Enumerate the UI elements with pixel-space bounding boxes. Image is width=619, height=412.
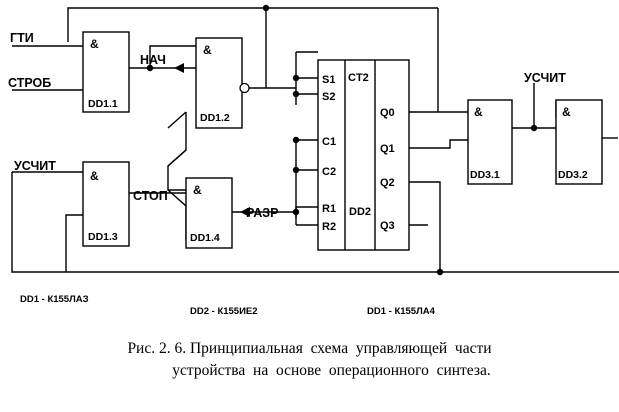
- gate-dd3-1-symbol: &: [474, 105, 483, 119]
- counter-designator-label: DD2: [349, 206, 372, 218]
- signal-label-razr: РАЗР: [246, 206, 279, 220]
- gate-dd1-4-symbol: &: [193, 183, 202, 197]
- signal-label-strob: СТРОБ: [8, 76, 52, 90]
- junction-dot-c1: [293, 137, 299, 143]
- figure-caption: [0, 338, 619, 383]
- wire-dd13-in2: [66, 215, 83, 272]
- wire-q2-bottom: [409, 182, 440, 272]
- wire-cross-a2: [168, 112, 186, 128]
- note-dd3-type: DD1 - К155ЛА4: [367, 306, 435, 317]
- gate-dd1-3-symbol: &: [90, 169, 99, 183]
- gate-dd1-4-label: DD1.4: [190, 232, 220, 244]
- counter-pin-q2: Q2: [380, 177, 395, 189]
- gate-dd1-1-symbol: &: [90, 37, 99, 51]
- gate-dd1-3-label: DD1.3: [88, 231, 118, 243]
- wire-q1-dd31: [409, 140, 468, 148]
- counter-pin-s2: S2: [322, 91, 336, 103]
- signal-label-nach: НАЧ: [140, 53, 166, 67]
- gate-dd1-2-inversion-bubble: [240, 84, 249, 93]
- counter-type-label: CT2: [348, 72, 369, 84]
- counter-pin-r1: R1: [322, 203, 337, 215]
- counter-pin-r2: R2: [322, 221, 337, 233]
- gate-dd1-2-symbol: &: [203, 43, 212, 57]
- junction-dot-c2: [293, 167, 299, 173]
- signal-label-uschit-out: УСЧИТ: [524, 71, 566, 85]
- junction-dot-s2: [293, 91, 299, 97]
- caption-line-1: Рис. 2. 6. Принципиальная схема управляющей части: [127, 340, 492, 357]
- gate-dd1-1-label: DD1.1: [88, 98, 118, 110]
- counter-pin-q3: Q3: [380, 220, 395, 232]
- counter-pin-q1: Q1: [380, 143, 395, 155]
- junction-dot-bottom-q2: [437, 269, 443, 275]
- note-dd2-type: DD2 - К155ИЕ2: [190, 306, 258, 317]
- counter-pin-q0: Q0: [380, 107, 395, 119]
- arrow-nach: [174, 63, 184, 73]
- note-dd1-type: DD1 - К155ЛАЗ: [20, 294, 89, 305]
- counter-pin-c2: C2: [322, 166, 337, 178]
- wire-cross-b: [168, 190, 186, 240]
- gate-dd3-2-symbol: &: [562, 105, 571, 119]
- junction-dot-top: [263, 5, 269, 11]
- wire-cross-c: [168, 150, 186, 166]
- signal-label-uschit-in: УСЧИТ: [14, 159, 56, 173]
- counter-pin-s1: S1: [322, 74, 336, 86]
- gate-dd3-2-label: DD3.2: [558, 169, 588, 181]
- junction-dot-s1: [293, 75, 299, 81]
- signal-label-stop: СТОП: [133, 189, 168, 203]
- gate-dd1-2-label: DD1.2: [200, 112, 230, 124]
- counter-pin-c1: C1: [322, 136, 337, 148]
- junction-dot-dd31-out: [531, 125, 537, 131]
- signal-label-gti: ГТИ: [10, 31, 34, 45]
- junction-dot-razr: [293, 209, 299, 215]
- caption-line-2: устройства на основе операционного синтеза.: [172, 362, 491, 380]
- gate-dd3-1-label: DD3.1: [470, 169, 500, 181]
- wire-cross-a: [168, 112, 186, 190]
